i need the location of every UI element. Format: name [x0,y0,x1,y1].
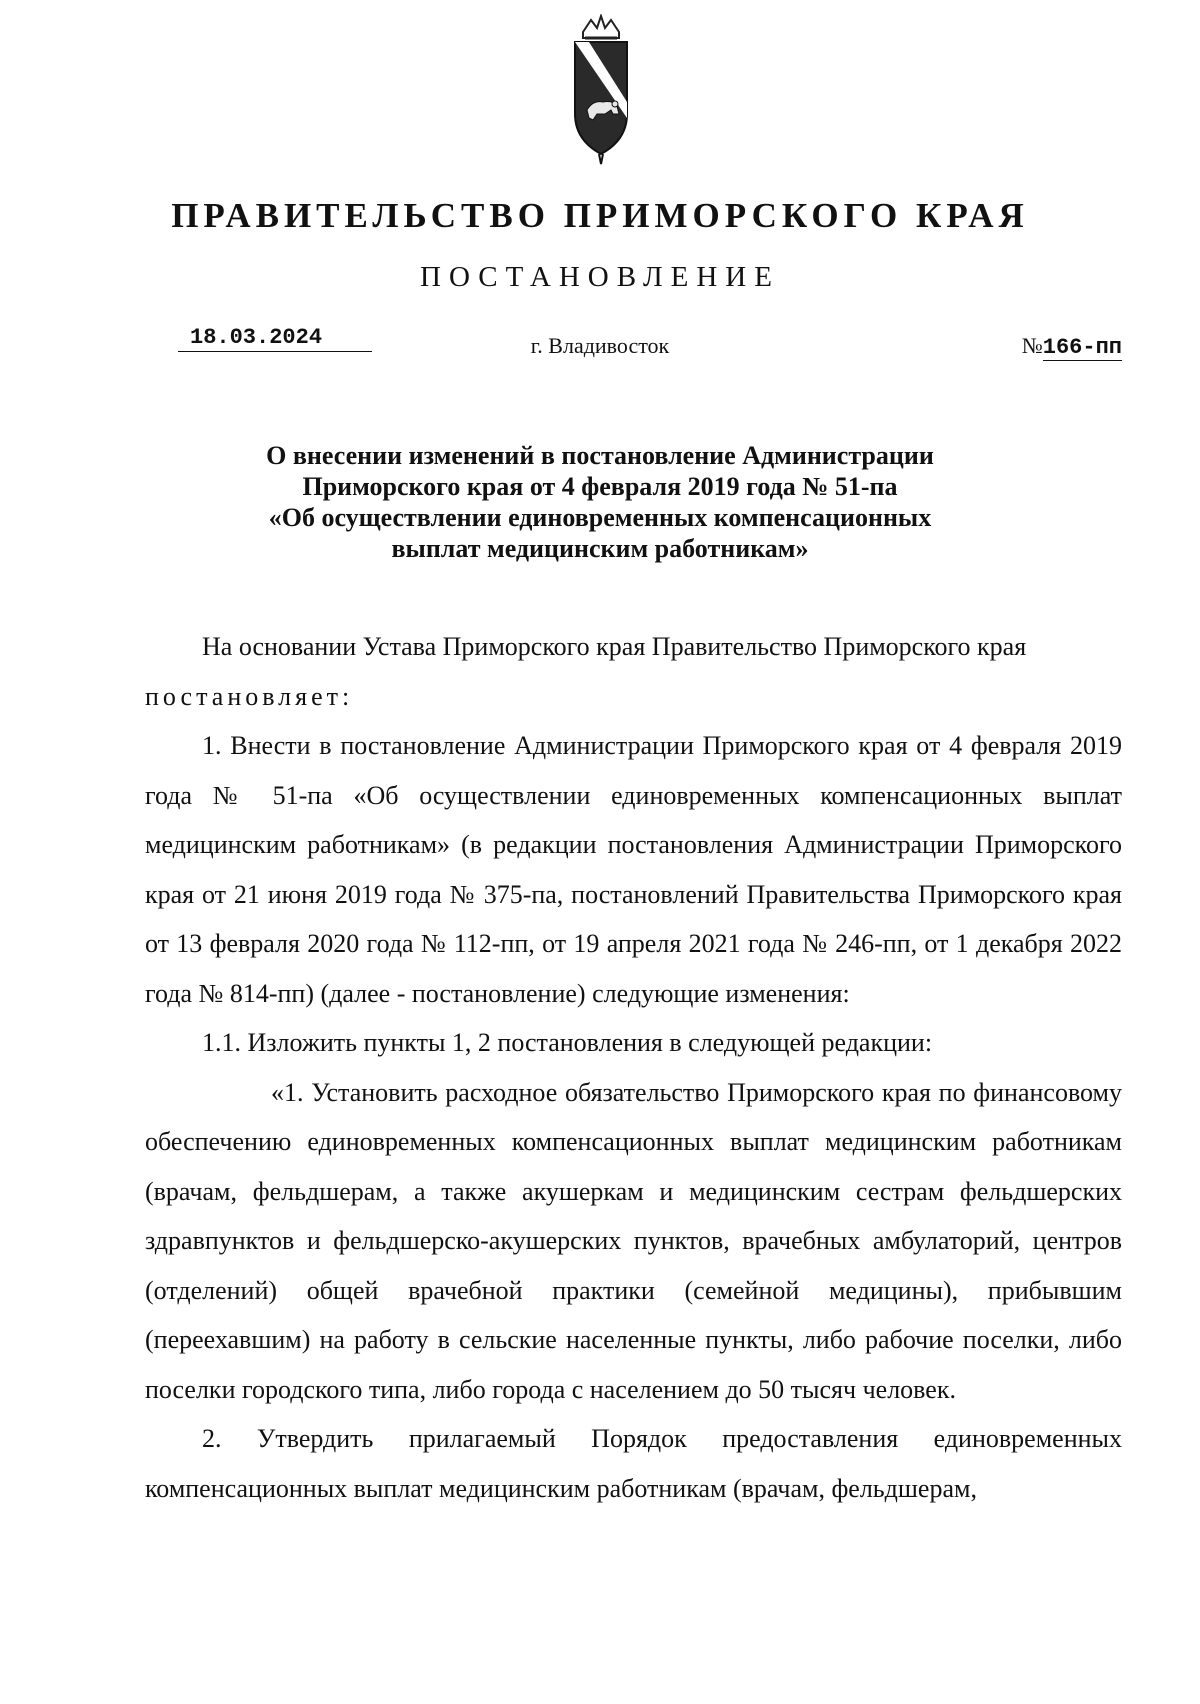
document-number [1022,333,1122,360]
heading-line: Приморского края от 4 февраля 2019 года № 51-па [302,472,898,501]
intro-paragraph: На основании Устава Приморского края Правительство Приморского края [202,632,1027,661]
heading-line: выплат медицинским работникам» [391,534,809,563]
quoted-paragraph-2: 2. Утвердить прилагаемый Порядок предоставления единовременных компенсационных выплат медицинским работникам (врачам, фельдшерам, [145,1424,1122,1503]
paragraph-1: 1. Внести в постановление Администрации Приморского края от 4 февраля 2019 года № 51-па «Об осуществлении единовременных компенсационных выплат медицинским работникам» (в редакции постановления Администрации Приморского края от 21 июня 2019 года № 375-па, постановлений Правительства Приморского края от 13 февраля 2020 года № 112-пп, от 19 апреля 2021 года № 246-пп, от 1 декабря 2022 года № 814-пп) (далее - постановление) следующие изменения: [145,731,1122,1008]
document-type: ПОСТАНОВЛЕНИЕ [420,261,780,293]
number-value: 166-пп [1042,335,1122,360]
document-heading [0,440,1200,564]
heading-line: О внесении изменений в постановление Администрации [266,441,934,470]
document-body [145,622,1122,1513]
document-city: г. Владивосток [530,333,670,358]
primorsky-krai-coat-of-arms-icon [569,14,633,166]
number-prefix: № [1021,333,1043,358]
government-title: ПРАВИТЕЛЬСТВО ПРИМОРСКОГО КРАЯ [171,196,1029,235]
paragraph-1-1: 1.1. Изложить пункты 1, 2 постановления в следующей редакции: [202,1028,933,1057]
heading-line: «Об осуществлении единовременных компенсационных [268,503,932,532]
document-date: 18.03.2024 [178,325,372,352]
resolves-word: постановляет: [145,681,354,711]
quoted-paragraph-1: «1. Установить расходное обязательство Приморского края по финансовому обеспечению единовременных компенсационных выплат медицинским работникам (врачам, фельдшерам, а также акушеркам и медицинским сестрам фельдшерских здравпунктов и фельдшерско-акушерских пунктов, врачебных амбулаторий, центров (отделений) общей врачебной практики (семейной медицины), прибывшим (переехавшим) на работу в сельские населенные пункты, либо рабочие поселки, либо поселки городского типа, либо города с населением до 50 тысяч человек. [145,1077,1122,1404]
